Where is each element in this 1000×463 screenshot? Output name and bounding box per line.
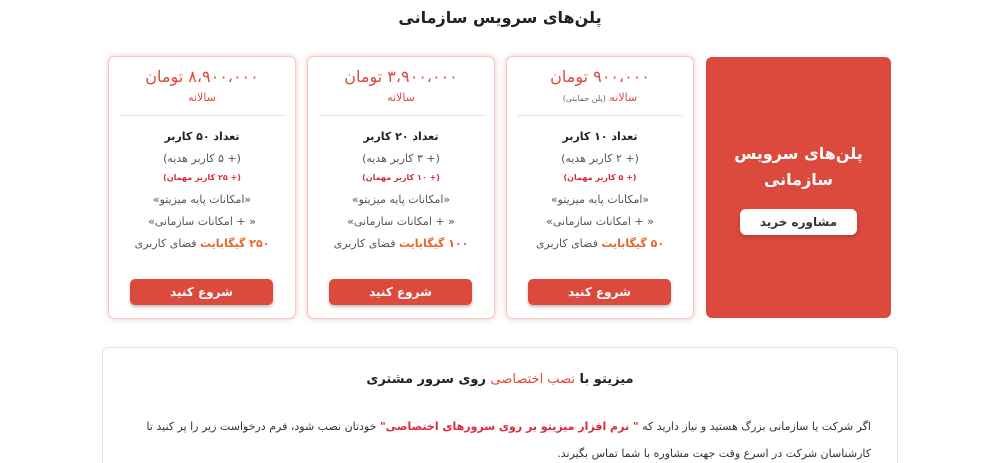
plan-users: تعداد ۲۰ کاربر [363,130,439,143]
divider [120,115,285,116]
start-button[interactable]: شروع کنید [130,279,273,305]
plan-price: ۳،۹۰۰،۰۰۰ تومان [344,67,458,86]
plan-feature-base: «امکانات پایه میزیتو» [152,193,252,206]
plan-price: ۹۰۰،۰۰۰ تومان [550,67,650,86]
plan-bonus-users: (+ ۵ کاربر هدیه) [163,152,241,165]
plan-card-50-users [109,57,295,318]
plan-storage-label: فضای کاربری [134,237,197,250]
plan-storage-amount: ۵۰ گیگابایت [601,237,665,250]
plan-storage-label: فضای کاربری [333,237,396,250]
plan-feature-base: «امکانات پایه میزیتو» [351,193,451,206]
plan-period: سالانه (پلن حمایتی) [562,91,638,104]
plan-period: سالانه [188,91,216,104]
plan-guest-users: (+ ۲۵ کاربر مهمان) [163,173,241,182]
plan-storage [308,237,494,253]
on-premise-info-box [102,347,898,463]
plan-period: سالانه [387,91,415,104]
plan-card-10-users [507,57,693,318]
plan-bonus-users: (+ ۲ کاربر هدیه) [561,152,639,165]
plan-storage [109,237,295,253]
plan-feature-base: «امکانات پایه میزیتو» [550,193,650,206]
start-button[interactable]: شروع کنید [528,279,671,305]
info-title: میزیتو با نصب اختصاصی روی سرور مشتری [366,372,634,387]
plan-guest-users: (+ ۱۰ کاربر مهمان) [362,173,440,182]
plan-feature-org: « + امکانات سازمانی» [546,215,654,228]
divider [518,115,683,116]
plan-users: تعداد ۵۰ کاربر [164,130,240,143]
consult-purchase-button[interactable]: مشاوره خرید [740,209,857,235]
plan-storage-label: فضای کاربری [535,237,598,250]
plan-storage [507,237,693,253]
info-title-highlight: نصب اختصاصی [490,372,575,387]
info-text-highlight: " نرم افزار میزیتو بر روی سرورهای اختصاصی" [379,420,639,433]
plan-feature-org: « + امکانات سازمانی» [347,215,455,228]
plan-feature-org: « + امکانات سازمانی» [148,215,256,228]
plan-storage-amount: ۱۰۰ گیگابایت [398,237,469,250]
plan-users: تعداد ۱۰ کاربر [562,130,638,143]
page-title: پلن‌های سرویس سازمانی [398,8,602,27]
divider [319,115,484,116]
banner-title: پلن‌های سرویس سازمانی [734,143,863,189]
plan-period-note: (پلن حمایتی) [562,94,606,103]
info-text: اگر شرکت یا سازمانی بزرگ هستید و نیاز دارید که " نرم افزار میزیتو بر روی سرورهای اختصاصی" خودتان نصب شود، فرم درخواست زیر را پر کنید تا کارشناسان شرکت در اسرع وقت جهت مشاوره با شما تماس بگیرند. [146,420,871,460]
plan-price: ۸،۹۰۰،۰۰۰ تومان [145,67,259,86]
plan-card-20-users [308,57,494,318]
plan-guest-users: (+ ۵ کاربر مهمان) [563,173,637,182]
plan-bonus-users: (+ ۳ کاربر هدیه) [362,152,440,165]
start-button[interactable]: شروع کنید [329,279,472,305]
enterprise-banner [706,57,891,318]
plan-storage-amount: ۲۵۰ گیگابایت [199,237,270,250]
